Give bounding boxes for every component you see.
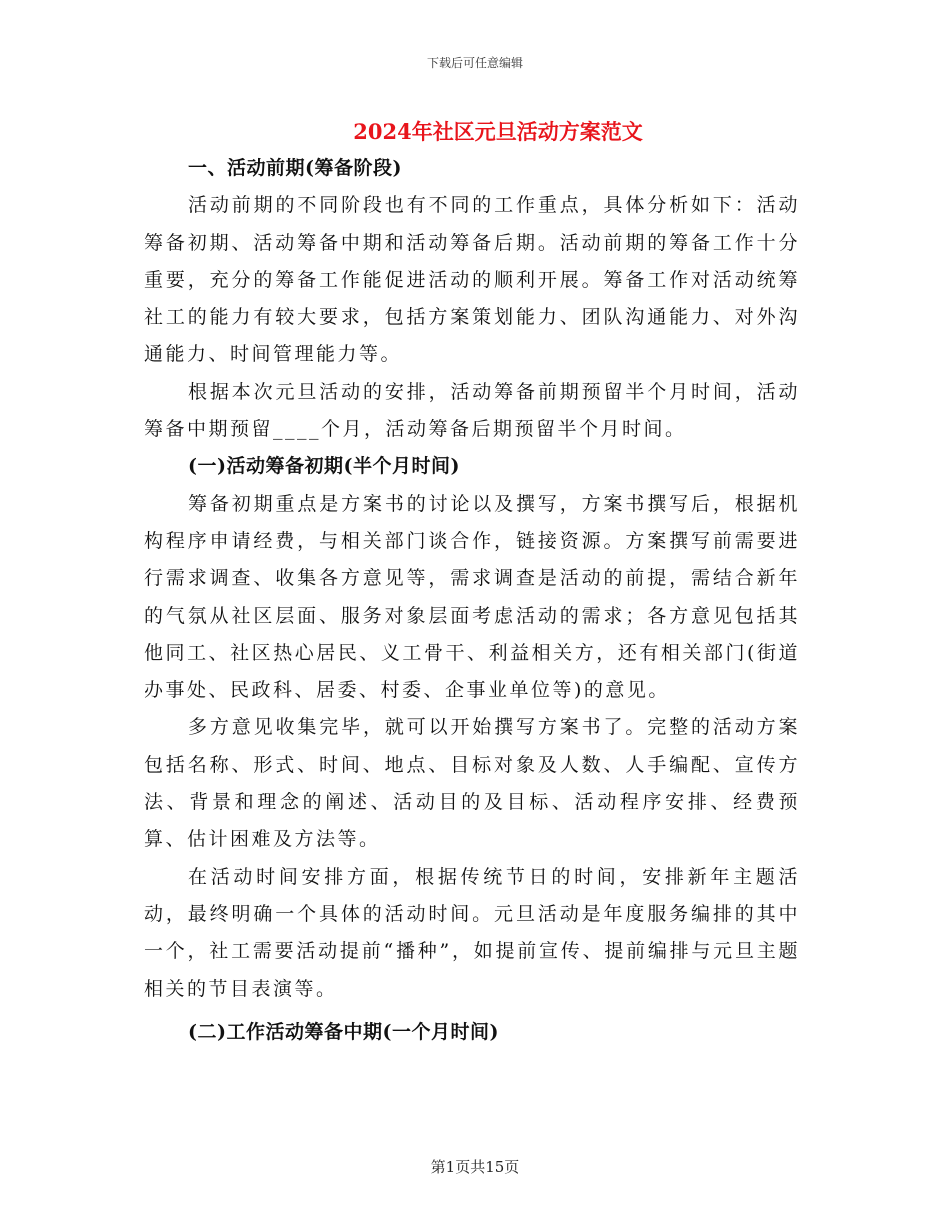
paragraph-3: 筹备初期重点是方案书的讨论以及撰写，方案书撰写后，根据机构程序申请经费，与相关部门谈合作，链接资源。方案撰写前需要进行需求调查、收集各方意见等，需求调查是活动的前提，需结合新年的气氛从社区层面、服务对象层面考虑活动的需求；各方意见包括其他同工、社区热心居民、义工骨干、利益相关方，还有相关部门(街道办事处、民政科、居委、村委、企事业单位等)的意见。 xyxy=(144,492,800,702)
subsection-heading-2: (二)工作活动筹备中期(一个月时间) xyxy=(188,1020,499,1043)
paragraph-5: 在活动时间安排方面，根据传统节日的时间，安排新年主题活动，最终明确一个具体的活动时间。元旦活动是年度服务编排的其中一个，社工需要活动提前“播种”，如提前宣传、提前编排与元旦主题相关的节目表演等。 xyxy=(144,865,800,1000)
paragraph-4: 多方意见收集完毕，就可以开始撰写方案书了。完整的活动方案包括名称、形式、时间、地点、目标对象及人数、人手编配、宣传方法、背景和理念的阐述、活动目的及目标、活动程序安排、经费预算、估计困难及方法等。 xyxy=(144,716,800,851)
paragraph-2: 根据本次元旦活动的安排，活动筹备前期预留半个月时间，活动筹备中期预留____个月，活动筹备后期预留半个月时间。 xyxy=(144,380,800,441)
page-header-note: 下载后可任意编辑 xyxy=(426,56,523,70)
paragraph-1: 活动前期的不同阶段也有不同的工作重点，具体分析如下：活动筹备初期、活动筹备中期和活动筹备后期。活动前期的筹备工作十分重要，充分的筹备工作能促进活动的顺利开展。筹备工作对活动统筹社工的能力有较大要求，包括方案策划能力、团队沟通能力、对外沟通能力、时间管理能力等。 xyxy=(144,194,800,366)
document-title: 2024年社区元旦活动方案范文 xyxy=(353,119,643,144)
subsection-heading-1: (一)活动筹备初期(半个月时间) xyxy=(188,455,460,478)
section-heading-1: 一、活动前期(筹备阶段) xyxy=(188,157,402,179)
document-body xyxy=(144,150,800,1051)
page-number-footer: 第1页共15页 xyxy=(430,1158,520,1176)
